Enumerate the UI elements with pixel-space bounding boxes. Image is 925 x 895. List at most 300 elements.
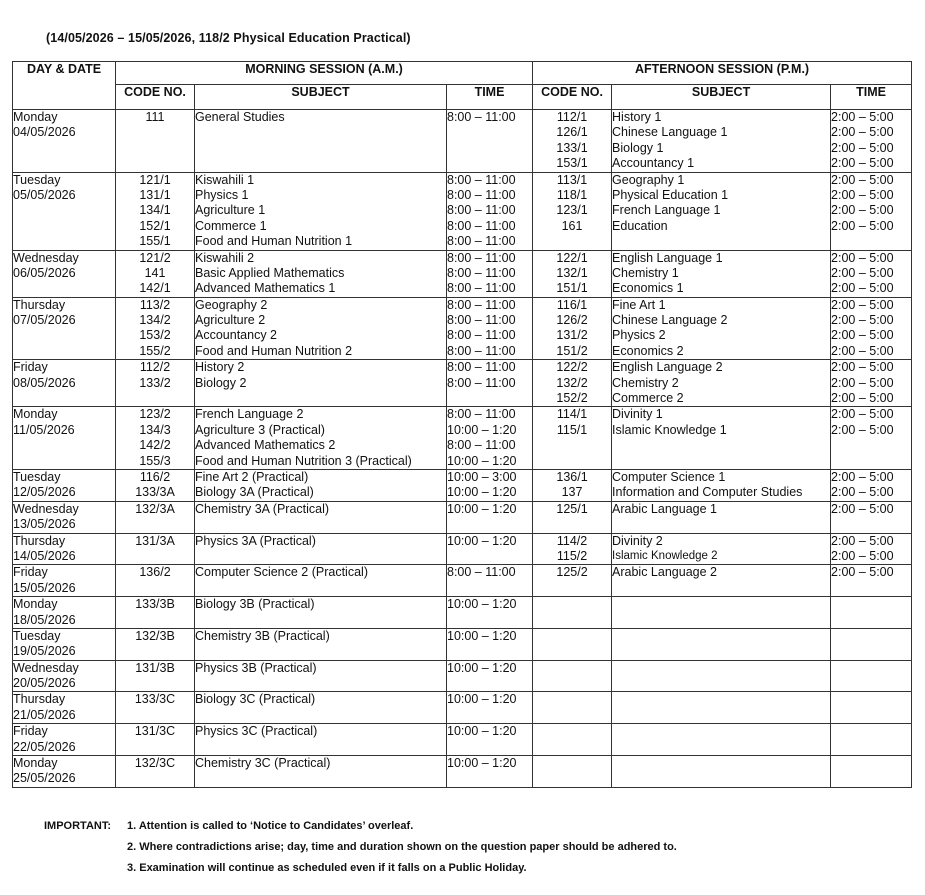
am-time: 8:00 – 11:00 [447, 313, 516, 328]
pm-subject: Accountancy 1 [612, 156, 695, 171]
am-code: 131/1 [139, 187, 171, 202]
pm-time-cell [831, 407, 912, 470]
day-date-header: DAY & DATE [13, 62, 116, 110]
day-name: Friday [13, 724, 48, 739]
am-code-header: CODE NO. [116, 85, 195, 110]
pm-subject: Arabic Language 2 [612, 565, 717, 580]
am-time-cell [447, 110, 533, 173]
am-time-cell [447, 756, 533, 788]
am-code: 134/1 [139, 203, 171, 218]
am-time: 10:00 – 1:20 [447, 422, 517, 437]
am-time: 8:00 – 11:00 [447, 297, 516, 312]
am-code: 112/2 [139, 360, 171, 375]
pm-time: 2:00 – 5:00 [831, 391, 894, 406]
am-time: 10:00 – 1:20 [447, 756, 517, 771]
morning-session-header: MORNING SESSION (A.M.) [116, 62, 533, 85]
pm-code: 118/1 [556, 187, 588, 202]
pm-subject: Geography 1 [612, 172, 685, 187]
pm-subject: Physical Education 1 [612, 187, 729, 202]
day-name: Friday [13, 565, 48, 580]
pm-code-cell [533, 360, 612, 407]
day-date-cell [13, 756, 116, 788]
pm-subject-cell [612, 360, 831, 407]
am-time: 8:00 – 11:00 [447, 110, 516, 124]
am-code-cell [116, 756, 195, 788]
pm-subject-header: SUBJECT [612, 85, 831, 110]
pm-subject: History 1 [612, 110, 662, 124]
pm-code: 114/2 [556, 533, 588, 548]
pm-time-cell [831, 469, 912, 501]
pm-code: 116/1 [556, 297, 588, 312]
am-time: 10:00 – 1:20 [447, 485, 517, 500]
pm-time: 2:00 – 5:00 [831, 125, 894, 140]
day-date-cell [13, 692, 116, 724]
pm-code: 131/2 [556, 328, 588, 343]
am-subject: Basic Applied Mathematics [195, 265, 345, 280]
am-subject: Food and Human Nutrition 3 (Practical) [195, 453, 412, 468]
table-row [13, 360, 912, 407]
pm-code-cell [533, 565, 612, 597]
am-subject: Chemistry 3C (Practical) [195, 756, 331, 771]
pm-code: 153/1 [556, 156, 588, 171]
am-time: 8:00 – 11:00 [447, 218, 516, 233]
am-code: 142/1 [139, 281, 171, 296]
am-code: 141 [144, 265, 166, 280]
am-subject-cell [195, 297, 447, 360]
am-subject-cell [195, 172, 447, 250]
pm-time-cell [831, 724, 912, 756]
exam-date: 12/05/2026 [13, 485, 76, 500]
pm-subject: Biology 1 [612, 140, 664, 155]
important-label: IMPORTANT: [44, 820, 112, 832]
pm-subject: Divinity 2 [612, 533, 663, 548]
day-date-cell [13, 628, 116, 660]
pm-time-cell [831, 628, 912, 660]
am-subject: Commerce 1 [195, 218, 267, 233]
am-time: 8:00 – 11:00 [447, 172, 516, 187]
pm-subject: Divinity 1 [612, 407, 663, 422]
pm-time: 2:00 – 5:00 [831, 265, 894, 280]
exam-date: 19/05/2026 [13, 644, 76, 659]
am-subject: Physics 3C (Practical) [195, 724, 318, 739]
am-time: 10:00 – 1:20 [447, 533, 517, 548]
day-name: Tuesday [13, 469, 61, 484]
am-code: 134/2 [139, 313, 171, 328]
pm-subject: Fine Art 1 [612, 297, 666, 312]
exam-date: 06/05/2026 [13, 265, 76, 280]
table-row [13, 110, 912, 173]
exam-timetable [12, 61, 912, 788]
am-code: 155/3 [139, 453, 171, 468]
pm-code-cell [533, 501, 612, 533]
pm-time: 2:00 – 5:00 [831, 172, 894, 187]
am-code: 153/2 [139, 328, 171, 343]
day-name: Tuesday [13, 172, 61, 187]
pm-subject: English Language 2 [612, 360, 723, 375]
am-subject-header: SUBJECT [195, 85, 447, 110]
am-code: 121/2 [139, 250, 171, 265]
timetable-body [13, 110, 912, 788]
pm-subject: French Language 1 [612, 203, 721, 218]
pm-code-cell [533, 756, 612, 788]
am-subject-cell [195, 628, 447, 660]
pm-subject: Physics 2 [612, 328, 666, 343]
am-subject-cell [195, 756, 447, 788]
pm-subject-cell [612, 533, 831, 565]
table-row [13, 628, 912, 660]
am-subject: Accountancy 2 [195, 328, 277, 343]
am-code: 132/3B [135, 628, 175, 643]
am-code: 121/1 [139, 172, 171, 187]
pm-time: 2:00 – 5:00 [831, 422, 894, 437]
am-time: 8:00 – 11:00 [447, 234, 516, 249]
am-time-cell [447, 297, 533, 360]
am-subject: Biology 2 [195, 375, 247, 390]
am-time-cell [447, 172, 533, 250]
am-time: 8:00 – 11:00 [447, 328, 516, 343]
pm-code: 113/1 [556, 172, 588, 187]
pm-time-cell [831, 597, 912, 629]
am-time: 8:00 – 11:00 [447, 250, 516, 265]
am-time-cell [447, 501, 533, 533]
am-code-cell [116, 250, 195, 297]
am-subject: Agriculture 2 [195, 313, 266, 328]
pm-code: 125/2 [556, 565, 588, 580]
am-time: 8:00 – 11:00 [447, 565, 516, 580]
am-subject: Chemistry 3A (Practical) [195, 501, 330, 516]
am-code-cell [116, 469, 195, 501]
day-date-cell [13, 501, 116, 533]
pm-subject-cell [612, 501, 831, 533]
exam-date: 07/05/2026 [13, 313, 76, 328]
pm-code: 114/1 [556, 407, 588, 422]
pm-code: 126/2 [556, 313, 588, 328]
day-name: Monday [13, 756, 58, 771]
am-code: 131/3C [134, 724, 176, 739]
am-code: 133/3C [134, 692, 176, 707]
day-date-cell [13, 597, 116, 629]
pm-time: 2:00 – 5:00 [831, 343, 894, 358]
pm-subject-cell [612, 724, 831, 756]
day-name: Monday [13, 110, 58, 124]
am-time-header: TIME [447, 85, 533, 110]
am-code-cell [116, 501, 195, 533]
pm-code-cell [533, 407, 612, 470]
am-code: 142/2 [139, 438, 171, 453]
am-subject: Physics 3A (Practical) [195, 533, 316, 548]
day-name: Thursday [13, 297, 66, 312]
pm-subject: English Language 1 [612, 250, 723, 265]
am-subject-cell [195, 533, 447, 565]
am-subject: Kiswahili 1 [195, 172, 255, 187]
pm-subject-cell [612, 756, 831, 788]
pm-subject-cell [612, 297, 831, 360]
pm-subject: Arabic Language 1 [612, 501, 717, 516]
pm-code: 161 [561, 218, 583, 233]
pm-code: 132/2 [556, 375, 588, 390]
am-subject-cell [195, 407, 447, 470]
pm-code-cell [533, 172, 612, 250]
pm-code-cell [533, 660, 612, 692]
pm-subject-cell [612, 469, 831, 501]
pm-time-cell [831, 565, 912, 597]
am-time: 10:00 – 1:20 [447, 660, 517, 675]
day-date-cell [13, 565, 116, 597]
am-subject: Physics 1 [195, 187, 249, 202]
day-date-cell [13, 724, 116, 756]
am-code: 131/3A [135, 533, 175, 548]
am-code: 155/2 [139, 343, 171, 358]
am-time-cell [447, 724, 533, 756]
am-subject-cell [195, 469, 447, 501]
exam-date: 13/05/2026 [13, 517, 76, 532]
exam-date: 11/05/2026 [13, 422, 75, 437]
am-code: 136/2 [139, 565, 171, 580]
day-date-cell [13, 660, 116, 692]
pm-code: 115/2 [556, 548, 588, 563]
pm-code: 137 [561, 485, 583, 500]
pm-time: 2:00 – 5:00 [831, 485, 894, 500]
pm-time: 2:00 – 5:00 [831, 375, 894, 390]
am-code-cell [116, 597, 195, 629]
am-code-cell [116, 172, 195, 250]
table-row [13, 501, 912, 533]
table-row [13, 533, 912, 565]
pm-time: 2:00 – 5:00 [831, 533, 894, 548]
am-subject-cell [195, 501, 447, 533]
table-row [13, 692, 912, 724]
am-code: 113/2 [139, 297, 171, 312]
am-subject: Advanced Mathematics 2 [195, 438, 336, 453]
day-date-cell [13, 469, 116, 501]
table-row [13, 756, 912, 788]
pm-code: 126/1 [556, 125, 588, 140]
pm-time: 2:00 – 5:00 [831, 501, 894, 516]
day-date-cell [13, 250, 116, 297]
am-time: 8:00 – 11:00 [447, 187, 516, 202]
exam-date: 22/05/2026 [13, 739, 76, 754]
pm-subject-cell [612, 660, 831, 692]
important-note-2: 2. Where contradictions arise; day, time and duration shown on the question paper should be adhered to. [127, 841, 677, 853]
am-subject: Physics 3B (Practical) [195, 660, 317, 675]
am-time-cell [447, 597, 533, 629]
pm-time-cell [831, 297, 912, 360]
am-subject: Agriculture 3 (Practical) [195, 422, 325, 437]
table-row [13, 407, 912, 470]
pm-time: 2:00 – 5:00 [831, 110, 894, 124]
am-code: 134/3 [139, 422, 171, 437]
day-date-cell [13, 172, 116, 250]
pm-code: 122/1 [556, 250, 588, 265]
am-subject: Chemistry 3B (Practical) [195, 628, 330, 643]
am-code-cell [116, 297, 195, 360]
pm-time: 2:00 – 5:00 [831, 328, 894, 343]
am-code-cell [116, 110, 195, 173]
pm-time: 2:00 – 5:00 [831, 565, 894, 580]
pm-code-cell [533, 297, 612, 360]
am-subject: Agriculture 1 [195, 203, 266, 218]
table-row [13, 565, 912, 597]
pm-time: 2:00 – 5:00 [831, 548, 894, 563]
pm-time-header: TIME [831, 85, 912, 110]
am-subject-cell [195, 565, 447, 597]
day-name: Friday [13, 360, 48, 375]
pm-time: 2:00 – 5:00 [831, 407, 894, 422]
am-time: 10:00 – 1:20 [447, 501, 517, 516]
pm-subject: Chemistry 1 [612, 265, 679, 280]
pm-time: 2:00 – 5:00 [831, 156, 894, 171]
am-subject-cell [195, 250, 447, 297]
exam-date: 15/05/2026 [13, 580, 76, 595]
pm-time: 2:00 – 5:00 [831, 203, 894, 218]
pm-time-cell [831, 172, 912, 250]
am-time: 8:00 – 11:00 [447, 343, 516, 358]
am-time-cell [447, 250, 533, 297]
pm-code: 133/1 [556, 140, 588, 155]
am-code-cell [116, 407, 195, 470]
pm-subject-cell [612, 110, 831, 173]
pm-code: 115/1 [556, 422, 588, 437]
am-time: 10:00 – 1:20 [447, 453, 517, 468]
pm-code-cell [533, 597, 612, 629]
am-time: 8:00 – 11:00 [447, 360, 516, 375]
am-time: 8:00 – 11:00 [447, 407, 516, 422]
am-subject-cell [195, 360, 447, 407]
exam-date: 04/05/2026 [13, 125, 76, 140]
important-note-3: 3. Examination will continue as scheduled even if it falls on a Public Holiday. [127, 862, 527, 874]
am-subject: Food and Human Nutrition 2 [195, 343, 353, 358]
am-subject: Biology 3B (Practical) [195, 597, 315, 612]
am-time-cell [447, 692, 533, 724]
am-code: 123/2 [139, 407, 171, 422]
pm-time: 2:00 – 5:00 [831, 250, 894, 265]
am-code-cell [116, 628, 195, 660]
pm-subject: Islamic Knowledge 1 [612, 422, 727, 437]
pm-time: 2:00 – 5:00 [831, 360, 894, 375]
exam-date: 21/05/2026 [13, 707, 76, 722]
pm-time: 2:00 – 5:00 [831, 469, 894, 484]
pm-code: 152/2 [556, 391, 588, 406]
pm-code: 123/1 [556, 203, 588, 218]
am-time-cell [447, 469, 533, 501]
am-subject: Food and Human Nutrition 1 [195, 234, 353, 249]
am-subject: Advanced Mathematics 1 [195, 281, 336, 296]
am-code-cell [116, 360, 195, 407]
day-name: Monday [13, 407, 58, 422]
exam-date: 08/05/2026 [13, 375, 76, 390]
day-name: Wednesday [13, 660, 79, 675]
table-row [13, 597, 912, 629]
pm-code: 151/1 [556, 281, 588, 296]
exam-date: 14/05/2026 [13, 548, 76, 563]
table-row [13, 172, 912, 250]
pm-subject-cell [612, 250, 831, 297]
pm-subject-cell [612, 692, 831, 724]
pm-time-cell [831, 110, 912, 173]
day-name: Tuesday [13, 628, 61, 643]
day-date-cell [13, 297, 116, 360]
pm-time: 2:00 – 5:00 [831, 313, 894, 328]
pm-subject: Education [612, 218, 668, 233]
day-name: Thursday [13, 692, 66, 707]
pm-code-cell [533, 110, 612, 173]
day-date-cell [13, 533, 116, 565]
pm-subject: Economics 1 [612, 281, 684, 296]
pm-code: 151/2 [556, 343, 588, 358]
pm-subject-cell [612, 407, 831, 470]
am-code: 111 [145, 110, 165, 124]
am-code: 116/2 [139, 469, 171, 484]
pm-code-cell [533, 250, 612, 297]
am-time: 10:00 – 1:20 [447, 692, 517, 707]
exam-date: 25/05/2026 [13, 771, 76, 786]
exam-date: 18/05/2026 [13, 612, 76, 627]
table-row [13, 297, 912, 360]
day-date-cell [13, 110, 116, 173]
am-code-cell [116, 565, 195, 597]
day-name: Monday [13, 597, 58, 612]
am-time-cell [447, 533, 533, 565]
am-code: 152/1 [139, 218, 171, 233]
am-subject-cell [195, 724, 447, 756]
page-header: (14/05/2026 – 15/05/2026, 118/2 Physical Education Practical) [46, 31, 411, 45]
day-name: Thursday [13, 533, 66, 548]
pm-subject-cell [612, 597, 831, 629]
am-code-cell [116, 660, 195, 692]
exam-date: 05/05/2026 [13, 187, 76, 202]
am-code: 133/3B [135, 597, 175, 612]
am-code: 132/3C [134, 756, 176, 771]
pm-code-header: CODE NO. [533, 85, 612, 110]
day-name: Wednesday [13, 501, 79, 516]
am-code: 133/3A [135, 485, 175, 500]
am-time: 10:00 – 1:20 [447, 628, 517, 643]
pm-time-cell [831, 533, 912, 565]
am-time-cell [447, 660, 533, 692]
day-date-cell [13, 407, 116, 470]
am-time: 8:00 – 11:00 [447, 265, 516, 280]
am-code: 132/3A [135, 501, 175, 516]
pm-subject: Chinese Language 1 [612, 125, 728, 140]
am-subject: Computer Science 2 (Practical) [195, 565, 368, 580]
exam-date: 20/05/2026 [13, 676, 76, 691]
pm-code: 122/2 [556, 360, 588, 375]
pm-subject: Information and Computer Studies [612, 485, 803, 500]
pm-code: 136/1 [556, 469, 588, 484]
am-subject-cell [195, 597, 447, 629]
pm-time: 2:00 – 5:00 [831, 297, 894, 312]
am-time: 8:00 – 11:00 [447, 438, 516, 453]
pm-code: 125/1 [556, 501, 588, 516]
pm-time-cell [831, 660, 912, 692]
am-code-cell [116, 692, 195, 724]
afternoon-session-header: AFTERNOON SESSION (P.M.) [533, 62, 912, 85]
pm-code-cell [533, 724, 612, 756]
am-subject-cell [195, 660, 447, 692]
pm-subject: Economics 2 [612, 343, 684, 358]
pm-code: 112/1 [556, 110, 588, 124]
table-row [13, 250, 912, 297]
am-subject: General Studies [195, 110, 285, 124]
pm-time: 2:00 – 5:00 [831, 218, 894, 233]
pm-code-cell [533, 692, 612, 724]
am-subject: Biology 3C (Practical) [195, 692, 316, 707]
am-code-cell [116, 724, 195, 756]
pm-time: 2:00 – 5:00 [831, 140, 894, 155]
am-time: 10:00 – 1:20 [447, 724, 517, 739]
day-date-cell [13, 360, 116, 407]
pm-subject: Chemistry 2 [612, 375, 679, 390]
